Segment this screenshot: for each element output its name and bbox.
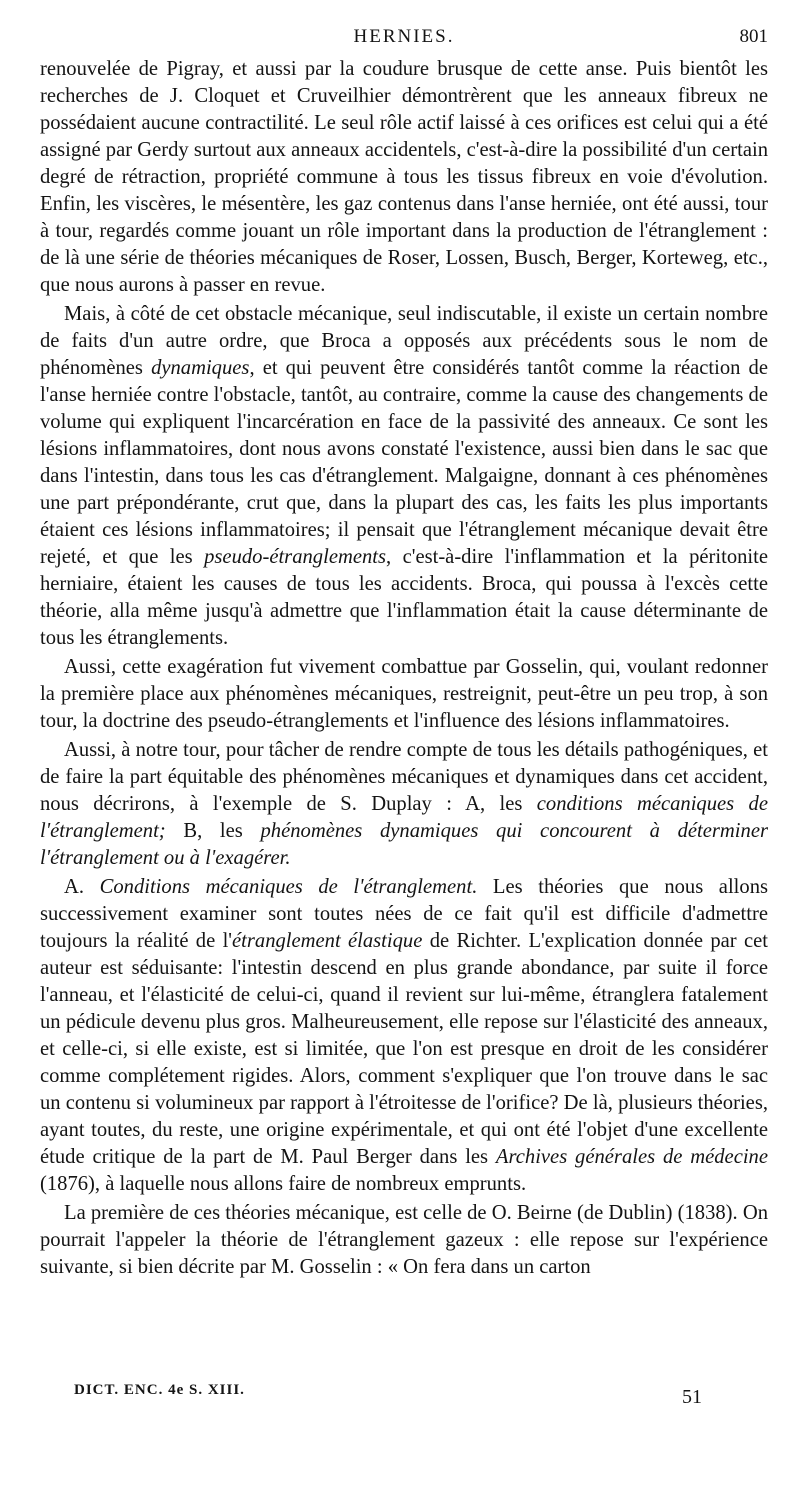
paragraph (40, 301, 768, 652)
text-segment: A. (64, 876, 100, 898)
paragraph (40, 654, 768, 735)
text-segment: (1876), à laquelle nous allons faire de nombreux emprunts. (40, 1173, 527, 1195)
paragraph (40, 737, 768, 872)
signature-mark: DICT. ENC. 4e S. XIII. (74, 1382, 245, 1398)
document-page (40, 26, 768, 1281)
italic-segment: dynamiques (151, 357, 250, 379)
running-title: HERNIES. (353, 26, 455, 47)
sheet-number: 51 (682, 1386, 702, 1408)
page-footer (0, 1376, 800, 1416)
text-segment: Aussi, cette exagération fut vivement combattue par Gosselin, qui, voulant redonner la première place aux phénomènes mécaniques, restreignit, peut-être un peu trop, à son tour, la doctrine des pseudo-étranglements et l'influence des lésions inflammatoires. (40, 656, 768, 732)
paragraph (40, 874, 768, 1198)
paragraph (40, 1200, 768, 1281)
paragraph (40, 56, 768, 299)
italic-segment: phénomènes dynamiques qui concourent à déterminer l'étranglement ou à l'exagérer. (40, 820, 768, 869)
body-text (40, 56, 768, 1281)
italic-segment: pseudo-étranglements (204, 546, 386, 568)
text-segment: Les théories que nous allons successivement examiner sont toutes nées de ce fait qu'il est difficile d'admettre toujours la réalité de l' (40, 876, 769, 952)
text-segment: Mais, à côté de cet obstacle mécanique, seul indiscutable, il existe un certain nombre de faits d'un autre ordre, que Broca a opposés aux précédents sous le nom de phénomènes (40, 303, 768, 379)
text-segment: , et qui peuvent être considérés tantôt comme la réaction de l'anse herniée contre l'obstacle, tantôt, au contraire, comme la cause des changements de volume qui expliquent l'incarcération en face de la passivité des anneaux. Ce sont les lésions inflammatoires, dont nous avons constaté l'existence, aussi bien dans le sac que dans l'intestin, dans tous les cas d'étranglement. Malgaigne, donnant à ces phénomènes une part prépondérante, crut que, dans la plupart des cas, les faits les plus importants étaient ces lésions inflammatoires; il pensait que l'étranglement mécanique devait être rejeté, et que les (40, 357, 768, 568)
text-segment: , c'est-à-dire l'inflammation et la péritonite herniaire, étaient les causes de tous les accidents. Broca, qui poussa à l'excès cette théorie, alla même jusqu'à admettre que l'inflammation était la cause déterminante de tous les étranglements. (40, 546, 768, 649)
text-segment: B, les (165, 820, 261, 842)
text-segment: de Richter. L'explication donnée par cet auteur est séduisante: l'intestin descend en plus grande abondance, par suite il force l'anneau, et l'élasticité de celui-ci, quand il revient sur lui-même, étranglera fatalement un pédicule devenu plus gros. Malheureusement, elle repose sur l'élasticité des anneaux, et celle-ci, si elle existe, est si limitée, que l'on est presque en droit de les considérer comme complétement rigides. Alors, comment s'expliquer que l'on trouve dans le sac un contenu si volumineux par rapport à l'étroitesse de l'orifice? De là, plusieurs théories, ayant toutes, du reste, une origine expérimentale, et qui ont été l'objet d'une excellente étude critique de la part de M. Paul Berger dans les (40, 930, 768, 1168)
text-segment: renouvelée de Pigray, et aussi par la coudure brusque de cette anse. Puis bientôt les recherches de J. Cloquet et Cruveilhier démontrèrent que les anneaux fibreux ne possédaient aucune contractilité. Le seul rôle actif laissé à ces orifices est celui qui a été assigné par Gerdy surtout aux anneaux accidentels, c'est-à-dire la possibilité d'un certain degré de rétraction, propriété commune à tous les tissus fibreux en voie d'évolution. Enfin, les viscères, le mésentère, les gaz contenus dans l'anse herniée, ont été aussi, tour à tour, regardés comme jouant un rôle important dans la production de l'étranglement : de là une série de théories mécaniques de Roser, Lossen, Busch, Berger, Korteweg, etc., que nous aurons à passer en revue. (40, 58, 768, 296)
italic-segment: étranglement élastique (232, 930, 423, 952)
text-segment: Aussi, à notre tour, pour tâcher de rendre compte de tous les détails pathogéniques, et de faire la part équitable des phénomènes mécaniques et dynamiques dans cet accident, nous décrirons, à l'exemple de S. Duplay : A, les (40, 739, 768, 815)
page-number: 801 (739, 26, 768, 47)
italic-segment: conditions mécaniques de l'étranglement; (40, 793, 768, 842)
running-header (40, 26, 768, 56)
text-segment: La première de ces théories mécanique, est celle de O. Beirne (de Dublin) (1838). On pourrait l'appeler la théorie de l'étranglement gazeux : elle repose sur l'expérience suivante, si bien décrite par M. Gosselin : « On fera dans un carton (40, 1202, 768, 1278)
italic-segment: Archives générales de médecine (495, 1146, 768, 1168)
italic-segment: Conditions mécaniques de l'étranglement. (99, 876, 478, 898)
